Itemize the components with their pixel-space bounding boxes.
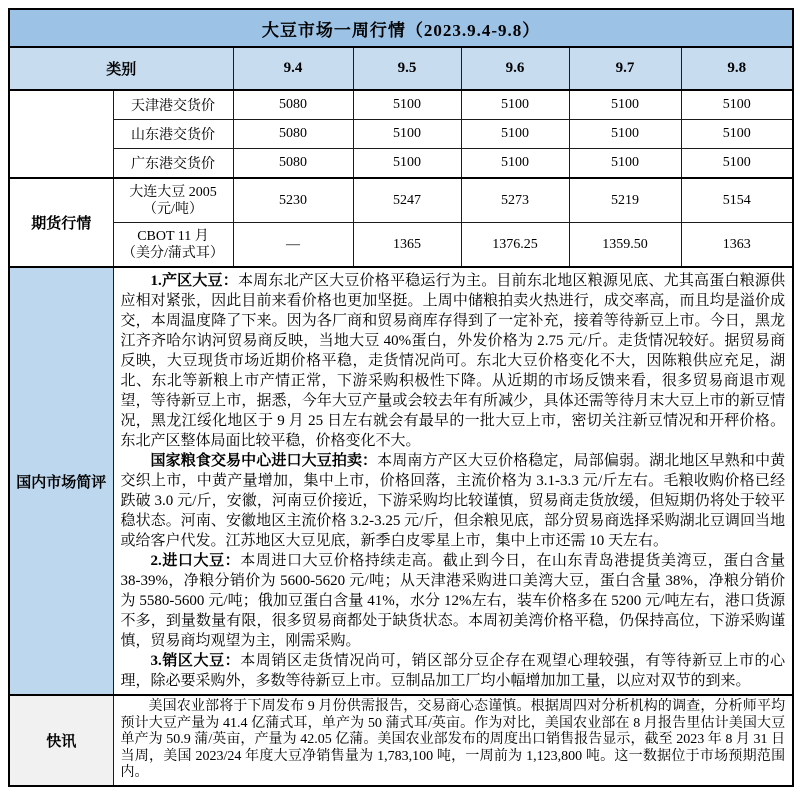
- spot-value: 5100: [569, 120, 681, 149]
- review-paragraph-lead: 国家粮食交易中心进口大豆拍卖：: [150, 453, 378, 469]
- review-paragraph-body: 本周进口大豆价格持续走高。截止到今日，在山东青岛港提货美湾豆，蛋白含量 38-39%，净粮分销价为 5600-5620 元/吨；从天津港采购进口美湾大豆，蛋白含量 38%，净粮分销价为 5580-5600 元/吨；俄加豆蛋白含量 41%，水分 12%左右，装车价格多在 5200 元/吨左右，港口货源不多，到量数量有限，很多贸易商都处于缺货状态。本周初美湾价格平稳，仍保持高位，下游采购谨慎，贸易商均观望为主，刚需采购。: [120, 553, 786, 649]
- spot-value: 5100: [353, 120, 461, 149]
- spot-group-cell: [9, 90, 113, 178]
- news-text-cell: [113, 695, 793, 786]
- futures-value: 5154: [681, 178, 793, 223]
- spot-row-label-guangdong: 广东港交货价: [113, 149, 233, 179]
- spot-value: 5100: [569, 90, 681, 120]
- review-paragraph-auction: [121, 451, 786, 551]
- review-paragraph-lead: 3.销区大豆：: [150, 653, 241, 669]
- spot-value: 5100: [461, 90, 569, 120]
- futures-label-unit: （元/吨）: [143, 201, 203, 217]
- spot-row-label-tianjin: 天津港交货价: [113, 90, 233, 120]
- spot-value: 5100: [569, 149, 681, 179]
- futures-value: 5247: [353, 178, 461, 223]
- spot-value: 5080: [233, 149, 353, 179]
- review-paragraph-lead: 2.进口大豆：: [150, 553, 241, 569]
- futures-label-main: 大连大豆 2005: [129, 184, 217, 200]
- column-header-date-3: 9.6: [461, 47, 569, 90]
- column-header-date-1: 9.4: [233, 47, 353, 90]
- futures-value: 1359.50: [569, 223, 681, 268]
- review-paragraph-lead: 1.产区大豆：: [150, 273, 238, 289]
- spot-value: 5080: [233, 90, 353, 120]
- futures-value: 5230: [233, 178, 353, 223]
- futures-label-main: CBOT 11 月: [137, 228, 209, 244]
- table-row: [9, 267, 793, 695]
- page-title: 大豆市场一周行情（2023.9.4-9.8）: [9, 9, 793, 47]
- futures-value: 1365: [353, 223, 461, 268]
- table-row: [9, 178, 793, 223]
- futures-row-label-cbot: [113, 223, 233, 268]
- table-row: [9, 695, 793, 786]
- table-row: [9, 120, 793, 149]
- column-header-date-4: 9.7: [569, 47, 681, 90]
- news-paragraph: 美国农业部将于下周发布 9 月份供需报告，交易商心态谨慎。根据周四对分析机构的调查，分析师平均预计大豆产量为 41.4 亿蒲式耳，单产为 50 蒲式耳/英亩。作为对比，美国农业部在 8 月报告里估计美国大豆单产为 50.9 蒲/英亩，产量为 42.05 亿蒲。美国农业部发布的周度出口销售报告显示，截至 2023 年 8 月 31 日当周，美国 2023/24 年度大豆净销售量为 1,783,100 吨，一周前为 1,123,800 吨。这一数据位于市场预期范围内。: [120, 699, 786, 780]
- futures-group-cell: 期货行情: [9, 178, 113, 267]
- review-paragraph-body: 本周东北产区大豆价格平稳运行为主。目前东北地区粮源见底、尤其高蛋白粮源供应相对紧张，因此目前来看价格也更加坚挺。上周中储粮拍卖火热进行，成交率高，而且均是溢价成交，本周温度降了下来。因为各厂商和贸易商库存得到了一定补充，接着等待新豆上市。今日，黑龙江齐齐哈尔讷河贸易商反映，当地大豆 40%蛋白，外发价格为 2.75 元/斤。走货情况较好。据贸易商反映，大豆现货市场近期价格平稳，走货情况尚可。东北大豆价格变化不大，因陈粮供应充足，湖北、东北等新粮上市产情正常，下游采购积极性下降。从近期的市场反馈来看，很多贸易商退市观望，等待新豆上市，据悉，今年大豆产量或会较去年有所减少，具体还需等待月末大豆上市的新豆情况，黑龙江绥化地区于 9 月 25 日左右就会有最早的一批大豆上市，密切关注新豆情况和开秤价格。东北产区整体局面比较平稳，价格变化不大。: [120, 273, 786, 449]
- futures-value: —: [233, 223, 353, 268]
- news-group-cell: 快讯: [9, 695, 113, 786]
- review-paragraph-body: 本周南方产区大豆价格稳定，局部偏弱。湖北地区早熟和中黄交织上市，中黄产量增加，集中上市，价格回落，主流价格为 3.1-3.3 元/斤左右。毛粮收购价格已经跌破 3.0 元/斤，安徽，河南豆价接近，下游采购均比较谨慎，贸易商走货放缓，但短期仍将处于较平稳状态。河南、安徽地区主流价格 3.2-3.25 元/斤，但余粮见底，部分贸易商选择采购湖北豆调回当地或给客户代发。江苏地区大豆见底，新季白皮零星上市，集中上市还需 10 天左右。: [120, 453, 786, 549]
- column-header-category: 类别: [9, 47, 233, 90]
- table-row: [9, 90, 793, 120]
- futures-value: 1363: [681, 223, 793, 268]
- review-paragraph-sales-area: [121, 651, 786, 691]
- futures-label-unit: （美分/蒲式耳）: [122, 245, 224, 261]
- soybean-weekly-table: [8, 8, 794, 787]
- spot-value: 5080: [233, 120, 353, 149]
- spot-value: 5100: [681, 90, 793, 120]
- futures-value: 5219: [569, 178, 681, 223]
- table-row: [9, 149, 793, 179]
- spot-value: 5100: [461, 120, 569, 149]
- spot-value: 5100: [353, 149, 461, 179]
- review-text-cell: [113, 267, 793, 695]
- spot-row-label-shandong: 山东港交货价: [113, 120, 233, 149]
- review-group-cell: 国内市场简评: [9, 267, 113, 695]
- futures-value: 5273: [461, 178, 569, 223]
- review-paragraph-imported: [121, 551, 786, 651]
- spot-value: 5100: [461, 149, 569, 179]
- futures-value: 1376.25: [461, 223, 569, 268]
- table-header-row: [9, 47, 793, 90]
- table-row: [9, 223, 793, 268]
- spot-value: 5100: [681, 120, 793, 149]
- review-paragraph-producing-area: [121, 271, 786, 451]
- spot-value: 5100: [353, 90, 461, 120]
- table-row: [9, 9, 793, 47]
- spot-value: 5100: [681, 149, 793, 179]
- futures-row-label-dalian: [113, 178, 233, 223]
- column-header-date-5: 9.8: [681, 47, 793, 90]
- column-header-date-2: 9.5: [353, 47, 461, 90]
- review-paragraph-body: 本周销区走货情况尚可，销区部分豆企存在观望心理较强，有等待新豆上市的心理，除必要采购外，多数等待新豆上市。豆制品加工厂均小幅增加加工量，以应对双节的到来。: [120, 653, 786, 689]
